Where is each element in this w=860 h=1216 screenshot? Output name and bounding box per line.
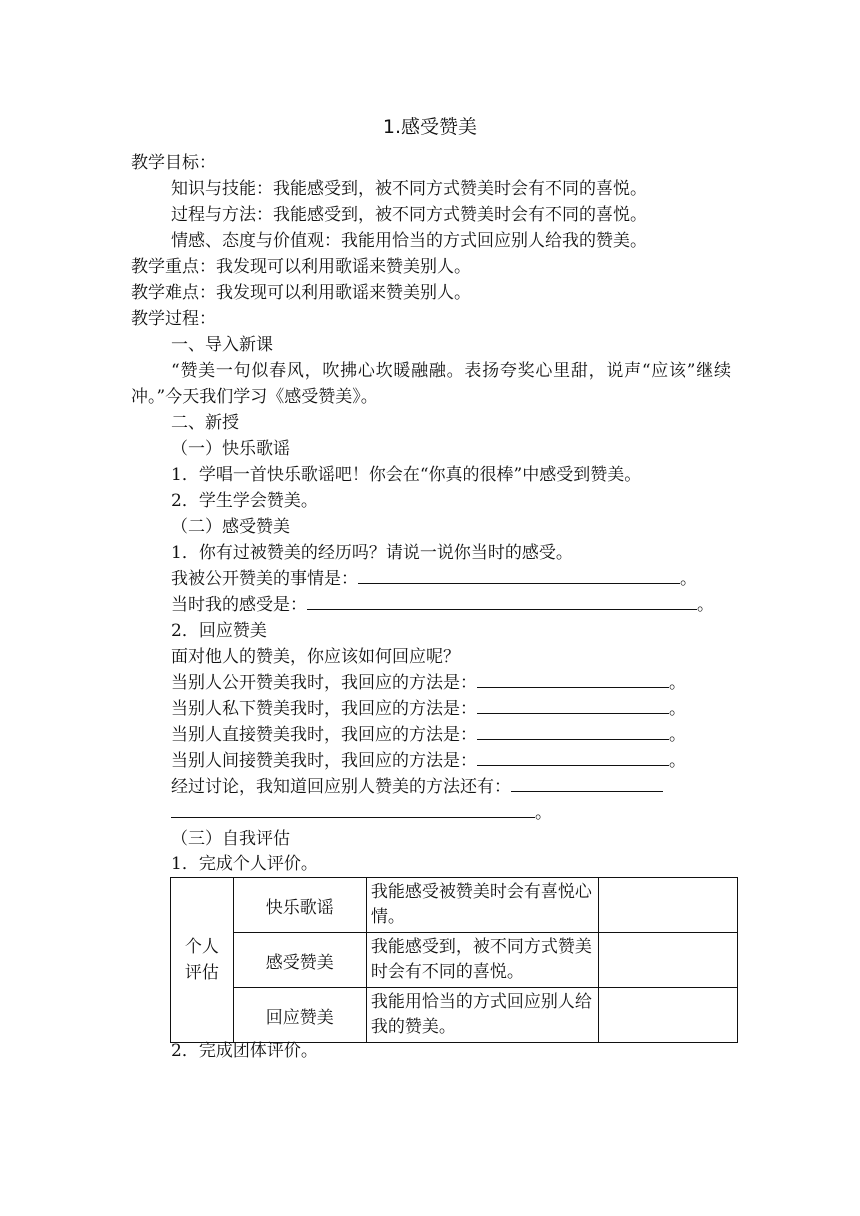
fill-label: 当时我的感受是： — [171, 595, 307, 615]
intro-text: “赞美一句似春风，吹拂心坎暖融融。表扬夸奖心里甜，说声“应该”继续冲。”今天我们学习《感受赞美》。 — [131, 361, 731, 407]
answer-blank[interactable] — [358, 566, 680, 584]
answer-blank[interactable] — [477, 748, 669, 766]
part1-item-2: 2．学生学会赞美。 — [171, 491, 318, 511]
period: 。 — [535, 803, 552, 823]
table-row — [171, 878, 738, 933]
part1-item-1: 1．学唱一首快乐歌谣吧！你会在“你真的很棒”中感受到赞美。 — [171, 465, 642, 485]
fill-line-other-methods — [171, 774, 663, 800]
rating-cell[interactable] — [599, 988, 738, 1043]
rating-cell[interactable] — [599, 878, 738, 933]
fill-line-indirect-response — [171, 748, 686, 774]
rating-cell[interactable] — [599, 933, 738, 988]
part2-question-2: 2．回应赞美 — [171, 621, 267, 641]
group-label: 个人评估 — [184, 937, 219, 983]
part3-heading: （三）自我评估 — [171, 829, 290, 849]
fill-label: 当别人直接赞美我时，我回应的方法是： — [171, 725, 477, 745]
evaluation-table — [170, 877, 738, 1043]
part3-item-1: 1．完成个人评价。 — [171, 854, 318, 874]
fill-line-public-response — [171, 670, 686, 696]
objective-process: 过程与方法：我能感受到，被不同方式赞美时会有不同的喜悦。 — [171, 205, 647, 225]
answer-blank[interactable] — [477, 722, 669, 740]
process-heading: 教学过程： — [131, 309, 216, 329]
objective-knowledge: 知识与技能：我能感受到，被不同方式赞美时会有不同的喜悦。 — [171, 179, 647, 199]
fill-label: 当别人公开赞美我时，我回应的方法是： — [171, 673, 477, 693]
activity-cell: 快乐歌谣 — [233, 878, 366, 933]
part1-heading: （一）快乐歌谣 — [171, 439, 290, 459]
answer-blank[interactable] — [477, 696, 669, 714]
criterion-cell: 我能感受到，被不同方式赞美时会有不同的喜悦。 — [366, 933, 598, 988]
period: 。 — [669, 699, 686, 719]
period: 。 — [697, 595, 714, 615]
table-row — [171, 988, 738, 1043]
fill-line-public-praise — [171, 566, 697, 592]
table-row — [171, 933, 738, 988]
fill-label: 经过讨论，我知道回应别人赞美的方法还有： — [171, 777, 511, 797]
answer-blank[interactable] — [511, 774, 663, 792]
period: 。 — [669, 673, 686, 693]
difficulty: 教学难点：我发现可以利用歌谣来赞美别人。 — [131, 283, 471, 303]
fill-label: 我被公开赞美的事情是： — [171, 569, 358, 589]
activity-cell: 感受赞美 — [233, 933, 366, 988]
period: 。 — [680, 569, 697, 589]
period: 。 — [669, 751, 686, 771]
part2-heading: （二）感受赞美 — [171, 517, 290, 537]
group-cell — [171, 878, 234, 1043]
part3-item-2: 2．完成团体评价。 — [171, 1041, 318, 1061]
page-title: 1.感受赞美 — [382, 116, 478, 138]
answer-blank[interactable] — [171, 800, 535, 818]
fill-line-private-response — [171, 696, 686, 722]
fill-line-direct-response — [171, 722, 686, 748]
intro-heading: 一、导入新课 — [171, 335, 273, 355]
fill-line-other-methods-cont — [171, 800, 552, 826]
answer-blank[interactable] — [477, 670, 669, 688]
part2-question-1: 1．你有过被赞美的经历吗？请说一说你当时的感受。 — [171, 543, 573, 563]
objectives-heading: 教学目标： — [131, 153, 216, 173]
fill-label: 当别人私下赞美我时，我回应的方法是： — [171, 699, 477, 719]
activity-cell: 回应赞美 — [233, 988, 366, 1043]
fill-line-feeling — [171, 592, 714, 618]
criterion-cell: 我能感受被赞美时会有喜悦心情。 — [366, 878, 598, 933]
key-point: 教学重点：我发现可以利用歌谣来赞美别人。 — [131, 257, 471, 277]
answer-blank[interactable] — [307, 592, 697, 610]
fill-label: 当别人间接赞美我时，我回应的方法是： — [171, 751, 477, 771]
objective-emotion: 情感、态度与价值观：我能用恰当的方式回应别人给我的赞美。 — [171, 231, 647, 251]
criterion-cell: 我能用恰当的方式回应别人给我的赞美。 — [366, 988, 598, 1043]
new-lesson-heading: 二、新授 — [171, 413, 239, 433]
part2-prompt: 面对他人的赞美，你应该如何回应呢？ — [171, 647, 460, 667]
period: 。 — [669, 725, 686, 745]
